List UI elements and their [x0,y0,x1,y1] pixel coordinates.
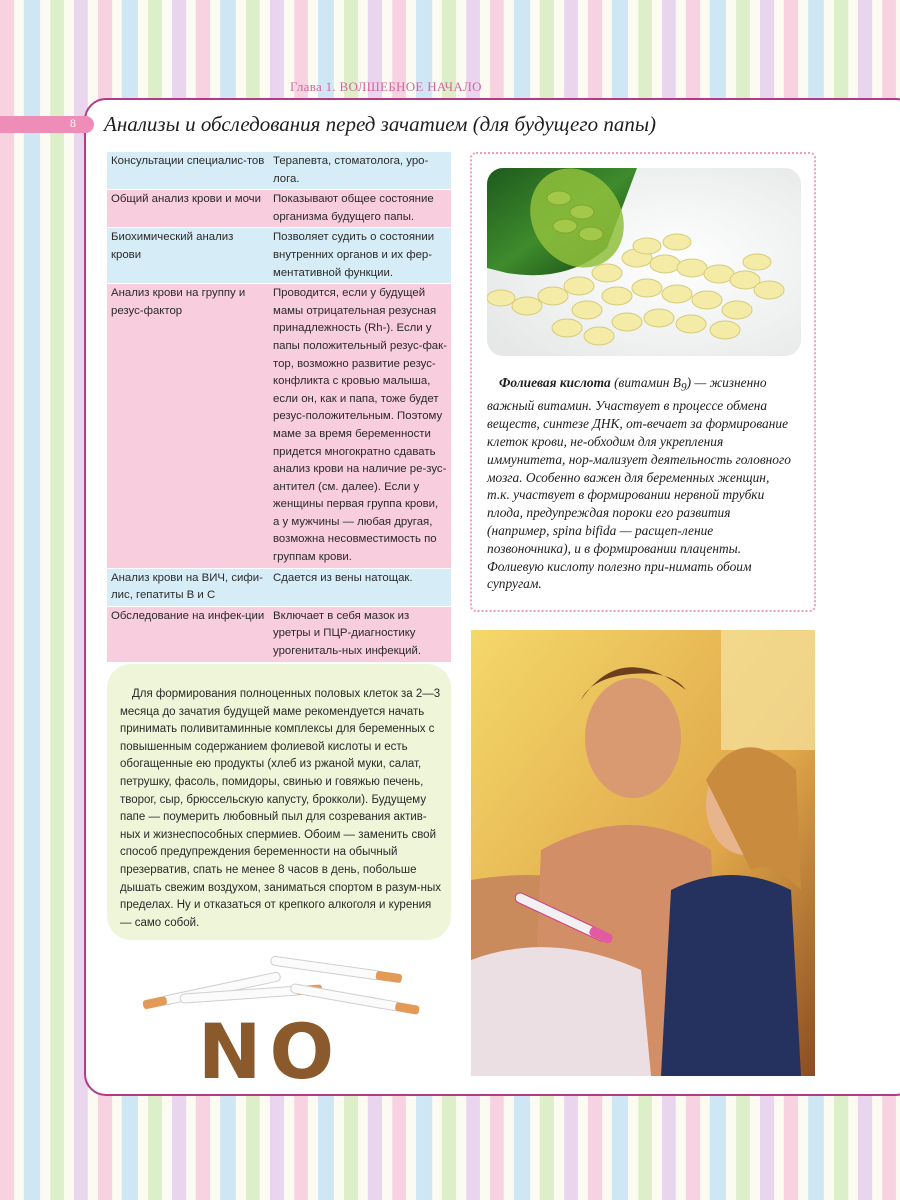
advice-box [107,664,451,940]
chapter-header: Глава 1. ВОЛШЕБНОЕ НАЧАЛО [290,79,482,94]
vitamin-suffix: ) [686,375,692,390]
vitamin-prefix: (витамин В [614,375,681,390]
exam-name: Консультации специалис-тов [107,152,269,189]
couple-photo [471,630,815,1076]
folic-acid-term: Фолиевая кислота [499,375,611,390]
exam-description: Позволяет судить о состоянии внутренних органов и их фер-ментативной функции. [269,228,451,283]
page-number-tab [0,116,94,133]
advice-text: Для формирования полноценных половых клеток за 2—3 месяца до зачатия будущей маме рекомендуется начать принимать поливитаминные комплексы для беременных с повышенным содержанием фолиевой кислоты и есть обогащенные ею продукты (хлеб из ржаной муки, салат, петрушку, фасоль, помидоры, свинью и говяжью печень, творог, сыр, брюссельскую капусту, брокколи). Будущему папе — поумерить любовный пыл для созревания актив-ных и жизнеспособных спермиев. Обоим — заменить свой способ предупреждения беременности на обычный презерватив, спать не менее 8 часов в день, побольше дышать свежим воздухом, заниматься спортом в разум-ных пределах. Ну и отказаться от крепкого алкоголя и курения — само собой. [120,688,441,929]
vitamin-subscript: 9 [680,381,687,394]
table-row [107,152,451,189]
no-smoking-photo [120,940,420,1090]
table-row [107,569,451,606]
exam-description: Терапевта, стоматолога, уро-лога. [269,152,451,189]
exam-description: Показывают общее состояние организма будущего папы. [269,190,451,227]
page-title: Анализы и обследования перед зачатием (для будущего папы) [104,112,657,136]
exam-description: Сдается из вены натощак. [269,569,451,606]
exam-name: Общий анализ крови и мочи [107,190,269,227]
exam-description: Проводится, если у будущей мамы отрицательная резусная принадлежность (Rh-). Если у папы положительный резус-фак-тор, возможно развитие резус-конфликта с кровью малыша, если он, как и папа, тоже будет резус-положительным. Поэтому маме за время беременности придется многократно сдавать анализ крови на наличие ре-зус-антител (см. далее). Если у женщины первая группа крови, а у мужчины — любая другая, возможна несовместимость по группам крови. [269,284,451,568]
no-word: NO [197,1007,343,1090]
exam-description: Включает в себя мазок из уретры и ПЦР-диагностику урогениталь-ных инфекций. [269,607,451,662]
exam-name: Обследование на инфек-ции [107,607,269,662]
folic-acid-text [487,374,793,593]
table-row [107,190,451,227]
exam-name: Биохимический анализ крови [107,228,269,283]
table-row [107,228,451,283]
folic-acid-description: — жизненно важный витамин. Участвует в процессе обмена веществ, синтезе ДНК, от-вечает за формирование клеток крови, не-обходим для укрепления иммунитета, нор-мализует деятельность головного мозга. Особенно важен для беременных женщин, т.к. участвует в формировании нервной трубки плода, предупреждая пороки его развития (например, spina bifida — расщеп-ление позвоночника), и в формировании плаценты. Фолиевую кислоту полезно при-нимать обоим супругам. [487,375,791,592]
pills-photo [487,168,801,356]
page-number: 8 [70,116,76,130]
exam-name: Анализ крови на ВИЧ, сифи-лис, гепатиты В и С [107,569,269,606]
table-row [107,607,451,662]
table-row [107,284,451,568]
exam-name: Анализ крови на группу и резус-фактор [107,284,269,568]
exams-table [107,151,451,663]
